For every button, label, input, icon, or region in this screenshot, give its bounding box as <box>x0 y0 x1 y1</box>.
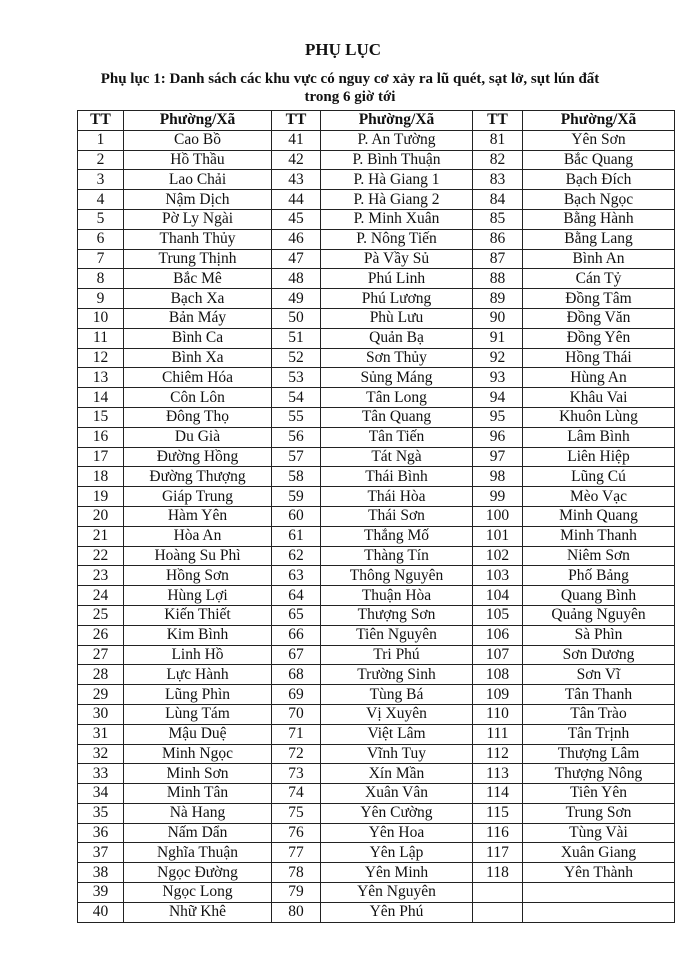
tt-cell: 8 <box>78 269 124 289</box>
tt-cell: 96 <box>473 427 523 447</box>
ward-cell: Thàng Tín <box>321 546 473 566</box>
tt-cell: 44 <box>272 190 321 210</box>
tt-cell: 36 <box>78 823 124 843</box>
table-row <box>78 566 675 586</box>
tt-cell: 50 <box>272 308 321 328</box>
page-title: PHỤ LỤC <box>304 40 382 59</box>
ward-cell: Tùng Bá <box>321 685 473 705</box>
ward-cell: Tân Trịnh <box>523 724 675 744</box>
tt-cell: 101 <box>473 526 523 546</box>
tt-cell: 7 <box>78 249 124 269</box>
ward-cell: Xuân Vân <box>321 784 473 804</box>
table-row <box>78 665 675 685</box>
tt-cell: 86 <box>473 229 523 249</box>
tt-cell: 21 <box>78 526 124 546</box>
tt-cell: 94 <box>473 388 523 408</box>
tt-cell: 97 <box>473 447 523 467</box>
tt-cell: 2 <box>78 150 124 170</box>
tt-cell: 116 <box>473 823 523 843</box>
tt-cell: 9 <box>78 289 124 309</box>
tt-cell: 45 <box>272 209 321 229</box>
ward-cell: Xín Mần <box>321 764 473 784</box>
tt-cell: 55 <box>272 407 321 427</box>
tt-cell: 57 <box>272 447 321 467</box>
ward-cell: Tiên Yên <box>523 784 675 804</box>
tt-cell: 33 <box>78 764 124 784</box>
ward-cell: Trung Thịnh <box>124 249 272 269</box>
tt-cell: 83 <box>473 170 523 190</box>
ward-cell: Quản Bạ <box>321 328 473 348</box>
ward-cell: Lũng Phìn <box>124 685 272 705</box>
table-row <box>78 308 675 328</box>
ward-cell: P. Hà Giang 1 <box>321 170 473 190</box>
table-row <box>78 823 675 843</box>
ward-cell: Lực Hành <box>124 665 272 685</box>
tt-cell: 40 <box>78 902 124 922</box>
tt-cell: 78 <box>272 863 321 883</box>
ward-cell: Tùng Vài <box>523 823 675 843</box>
ward-cell: Đường Thượng <box>124 467 272 487</box>
ward-cell: Thắng Mố <box>321 526 473 546</box>
tt-cell: 89 <box>473 289 523 309</box>
tt-cell: 76 <box>272 823 321 843</box>
tt-cell: 67 <box>272 645 321 665</box>
ward-cell: Phù Lưu <box>321 308 473 328</box>
tt-cell: 41 <box>272 130 321 150</box>
ward-cell: Bắc Mê <box>124 269 272 289</box>
tt-cell: 117 <box>473 843 523 863</box>
tt-cell: 77 <box>272 843 321 863</box>
tt-cell: 24 <box>78 586 124 606</box>
tt-cell: 84 <box>473 190 523 210</box>
tt-cell: 105 <box>473 605 523 625</box>
table-row <box>78 863 675 883</box>
tt-cell: 109 <box>473 685 523 705</box>
tt-cell: 61 <box>272 526 321 546</box>
ward-cell: Yên Sơn <box>523 130 675 150</box>
tt-cell: 64 <box>272 586 321 606</box>
tt-cell: 71 <box>272 724 321 744</box>
ward-cell: Hùng Lợi <box>124 586 272 606</box>
tt-cell: 73 <box>272 764 321 784</box>
tt-cell: 91 <box>473 328 523 348</box>
table-row <box>78 249 675 269</box>
table-row <box>78 289 675 309</box>
ward-cell: Bản Máy <box>124 308 272 328</box>
ward-cell: Bạch Xa <box>124 289 272 309</box>
ward-cell: Quang Bình <box>523 586 675 606</box>
ward-cell: Hoàng Su Phì <box>124 546 272 566</box>
tt-cell: 46 <box>272 229 321 249</box>
tt-cell: 60 <box>272 506 321 526</box>
tt-cell: 6 <box>78 229 124 249</box>
ward-cell: Yên Nguyên <box>321 883 473 903</box>
ward-cell: Nậm Dịch <box>124 190 272 210</box>
tt-cell: 102 <box>473 546 523 566</box>
tt-cell: 90 <box>473 308 523 328</box>
table-row <box>78 902 675 922</box>
tt-cell: 14 <box>78 388 124 408</box>
ward-cell: Du Già <box>124 427 272 447</box>
tt-cell: 3 <box>78 170 124 190</box>
tt-cell: 19 <box>78 487 124 507</box>
table-row <box>78 368 675 388</box>
ward-cell: Yên Cường <box>321 803 473 823</box>
tt-cell: 103 <box>473 566 523 586</box>
tt-cell: 59 <box>272 487 321 507</box>
ward-cell: Thái Hòa <box>321 487 473 507</box>
tt-cell: 23 <box>78 566 124 586</box>
ward-cell: Kiến Thiết <box>124 605 272 625</box>
tt-cell: 93 <box>473 368 523 388</box>
ward-cell: Bằng Lang <box>523 229 675 249</box>
table-row <box>78 388 675 408</box>
table-row <box>78 427 675 447</box>
ward-cell: Mèo Vạc <box>523 487 675 507</box>
tt-cell: 4 <box>78 190 124 210</box>
tt-cell: 20 <box>78 506 124 526</box>
tt-cell: 118 <box>473 863 523 883</box>
ward-cell: P. Hà Giang 2 <box>321 190 473 210</box>
ward-cell: Trung Sơn <box>523 803 675 823</box>
tt-cell: 39 <box>78 883 124 903</box>
tt-cell: 11 <box>78 328 124 348</box>
table-row <box>78 130 675 150</box>
tt-cell: 63 <box>272 566 321 586</box>
table-row <box>78 625 675 645</box>
ward-cell: Yên Thành <box>523 863 675 883</box>
ward-cell: Tân Trào <box>523 704 675 724</box>
table-row <box>78 487 675 507</box>
table-row <box>78 605 675 625</box>
tt-cell: 69 <box>272 685 321 705</box>
ward-cell <box>523 883 675 903</box>
tt-cell: 18 <box>78 467 124 487</box>
ward-cell: Chiêm Hóa <box>124 368 272 388</box>
ward-cell: Lâm Bình <box>523 427 675 447</box>
tt-cell: 95 <box>473 407 523 427</box>
tt-cell: 32 <box>78 744 124 764</box>
header-tt: TT <box>272 111 321 131</box>
ward-cell: Tát Ngà <box>321 447 473 467</box>
ward-cell: Thanh Thủy <box>124 229 272 249</box>
table-row <box>78 704 675 724</box>
tt-cell: 80 <box>272 902 321 922</box>
ward-cell: Tri Phú <box>321 645 473 665</box>
tt-cell: 17 <box>78 447 124 467</box>
ward-cell: Đồng Tâm <box>523 289 675 309</box>
table-row <box>78 645 675 665</box>
ward-cell: Côn Lôn <box>124 388 272 408</box>
table-row <box>78 744 675 764</box>
ward-cell: Hồng Thái <box>523 348 675 368</box>
tt-cell: 25 <box>78 605 124 625</box>
ward-cell: Đường Hồng <box>124 447 272 467</box>
ward-cell: Tiên Nguyên <box>321 625 473 645</box>
table-row <box>78 586 675 606</box>
table-row <box>78 467 675 487</box>
tt-cell: 79 <box>272 883 321 903</box>
tt-cell: 104 <box>473 586 523 606</box>
tt-cell: 31 <box>78 724 124 744</box>
tt-cell: 62 <box>272 546 321 566</box>
tt-cell: 27 <box>78 645 124 665</box>
ward-cell: Nà Hang <box>124 803 272 823</box>
ward-cell: Lũng Cú <box>523 467 675 487</box>
tt-cell: 26 <box>78 625 124 645</box>
ward-cell: Bình Xa <box>124 348 272 368</box>
header-tt: TT <box>78 111 124 131</box>
tt-cell: 72 <box>272 744 321 764</box>
tt-cell: 106 <box>473 625 523 645</box>
table-row <box>78 883 675 903</box>
tt-cell: 115 <box>473 803 523 823</box>
ward-cell: Khâu Vai <box>523 388 675 408</box>
ward-cell: Minh Tân <box>124 784 272 804</box>
ward-cell: Yên Minh <box>321 863 473 883</box>
ward-cell: Minh Thanh <box>523 526 675 546</box>
tt-cell: 16 <box>78 427 124 447</box>
ward-cell: Ngọc Long <box>124 883 272 903</box>
tt-cell <box>473 883 523 903</box>
table-row <box>78 229 675 249</box>
tt-cell: 15 <box>78 407 124 427</box>
table-row <box>78 328 675 348</box>
ward-cell: Thượng Nông <box>523 764 675 784</box>
ward-cell: Nhữ Khê <box>124 902 272 922</box>
tt-cell: 42 <box>272 150 321 170</box>
ward-cell: Liên Hiệp <box>523 447 675 467</box>
tt-cell: 99 <box>473 487 523 507</box>
ward-cell: P. Nông Tiến <box>321 229 473 249</box>
ward-cell: Hàm Yên <box>124 506 272 526</box>
tt-cell: 38 <box>78 863 124 883</box>
ward-cell: Sơn Thủy <box>321 348 473 368</box>
tt-cell: 58 <box>272 467 321 487</box>
header-ward: Phường/Xã <box>321 111 473 131</box>
tt-cell: 68 <box>272 665 321 685</box>
tt-cell: 56 <box>272 427 321 447</box>
ward-cell: Ngọc Đường <box>124 863 272 883</box>
ward-cell: Bình An <box>523 249 675 269</box>
table-body <box>78 130 675 922</box>
table-row <box>78 724 675 744</box>
ward-cell: Giáp Trung <box>124 487 272 507</box>
tt-cell: 88 <box>473 269 523 289</box>
tt-cell: 108 <box>473 665 523 685</box>
table-row <box>78 190 675 210</box>
tt-cell: 82 <box>473 150 523 170</box>
ward-cell: Thái Sơn <box>321 506 473 526</box>
tt-cell: 81 <box>473 130 523 150</box>
tt-cell: 28 <box>78 665 124 685</box>
ward-cell: Niêm Sơn <box>523 546 675 566</box>
ward-cell: Yên Lập <box>321 843 473 863</box>
ward-cell: Lùng Tám <box>124 704 272 724</box>
tt-cell: 37 <box>78 843 124 863</box>
ward-cell: Thái Bình <box>321 467 473 487</box>
ward-cell: Bắc Quang <box>523 150 675 170</box>
tt-cell: 75 <box>272 803 321 823</box>
ward-cell: Trường Sinh <box>321 665 473 685</box>
ward-cell: Quảng Nguyên <box>523 605 675 625</box>
ward-cell: Thuận Hòa <box>321 586 473 606</box>
table-row <box>78 764 675 784</box>
ward-cell: Đồng Văn <box>523 308 675 328</box>
ward-cell: Tân Thanh <box>523 685 675 705</box>
ward-cell: Yên Phú <box>321 902 473 922</box>
ward-cell: Vĩnh Tuy <box>321 744 473 764</box>
ward-cell: Thượng Sơn <box>321 605 473 625</box>
table-row <box>78 685 675 705</box>
table-row <box>78 546 675 566</box>
ward-cell: Minh Sơn <box>124 764 272 784</box>
header-ward: Phường/Xã <box>523 111 675 131</box>
ward-cell: Tân Long <box>321 388 473 408</box>
ward-cell: Sơn Dương <box>523 645 675 665</box>
ward-cell: Thông Nguyên <box>321 566 473 586</box>
ward-cell: Phố Bảng <box>523 566 675 586</box>
appendix-subtitle: Phụ lục 1: Danh sách các khu vực có nguy cơ xảy ra lũ quét, sạt lở, sụt lún đất trong 6 giờ tới <box>100 71 600 105</box>
tt-cell: 92 <box>473 348 523 368</box>
tt-cell <box>473 902 523 922</box>
ward-cell: Kim Bình <box>124 625 272 645</box>
ward-cell: Cán Tỷ <box>523 269 675 289</box>
ward-cell: Sủng Máng <box>321 368 473 388</box>
table-row <box>78 269 675 289</box>
ward-cell: Minh Quang <box>523 506 675 526</box>
ward-cell: Nấm Dẩn <box>124 823 272 843</box>
tt-cell: 13 <box>78 368 124 388</box>
ward-cell: Linh Hồ <box>124 645 272 665</box>
tt-cell: 107 <box>473 645 523 665</box>
table-row <box>78 150 675 170</box>
ward-cell: Lao Chải <box>124 170 272 190</box>
table-row <box>78 843 675 863</box>
ward-cell: P. An Tường <box>321 130 473 150</box>
table-row <box>78 506 675 526</box>
ward-cell: Sơn Vĩ <box>523 665 675 685</box>
table-row <box>78 784 675 804</box>
tt-cell: 30 <box>78 704 124 724</box>
tt-cell: 12 <box>78 348 124 368</box>
tt-cell: 49 <box>272 289 321 309</box>
tt-cell: 34 <box>78 784 124 804</box>
tt-cell: 111 <box>473 724 523 744</box>
tt-cell: 87 <box>473 249 523 269</box>
ward-cell: Pờ Ly Ngài <box>124 209 272 229</box>
ward-cell: Yên Hoa <box>321 823 473 843</box>
ward-cell: Khuôn Lùng <box>523 407 675 427</box>
table-row <box>78 170 675 190</box>
ward-cell: Tân Quang <box>321 407 473 427</box>
tt-cell: 98 <box>473 467 523 487</box>
header-ward: Phường/Xã <box>124 111 272 131</box>
ward-cell: Bình Ca <box>124 328 272 348</box>
tt-cell: 112 <box>473 744 523 764</box>
ward-commune-table <box>77 110 675 923</box>
tt-cell: 110 <box>473 704 523 724</box>
tt-cell: 47 <box>272 249 321 269</box>
tt-cell: 43 <box>272 170 321 190</box>
tt-cell: 22 <box>78 546 124 566</box>
tt-cell: 35 <box>78 803 124 823</box>
ward-cell: Đồng Yên <box>523 328 675 348</box>
ward-cell: Bằng Hành <box>523 209 675 229</box>
ward-cell: Bạch Đích <box>523 170 675 190</box>
ward-cell: Hùng An <box>523 368 675 388</box>
tt-cell: 65 <box>272 605 321 625</box>
tt-cell: 53 <box>272 368 321 388</box>
ward-cell: Việt Lâm <box>321 724 473 744</box>
table-row <box>78 803 675 823</box>
tt-cell: 10 <box>78 308 124 328</box>
ward-cell: Cao Bồ <box>124 130 272 150</box>
ward-cell: Đông Thọ <box>124 407 272 427</box>
tt-cell: 100 <box>473 506 523 526</box>
tt-cell: 29 <box>78 685 124 705</box>
ward-cell: Thượng Lâm <box>523 744 675 764</box>
table-row <box>78 526 675 546</box>
tt-cell: 54 <box>272 388 321 408</box>
tt-cell: 70 <box>272 704 321 724</box>
table-row <box>78 348 675 368</box>
ward-cell: Hòa An <box>124 526 272 546</box>
tt-cell: 1 <box>78 130 124 150</box>
ward-cell: Hồ Thầu <box>124 150 272 170</box>
ward-cell: Bạch Ngọc <box>523 190 675 210</box>
table-row <box>78 407 675 427</box>
ward-cell: Vị Xuyên <box>321 704 473 724</box>
tt-cell: 5 <box>78 209 124 229</box>
ward-cell: Sà Phìn <box>523 625 675 645</box>
tt-cell: 51 <box>272 328 321 348</box>
ward-cell: Tân Tiến <box>321 427 473 447</box>
ward-cell: Phú Lương <box>321 289 473 309</box>
ward-cell: Minh Ngọc <box>124 744 272 764</box>
tt-cell: 113 <box>473 764 523 784</box>
ward-cell: Mậu Duệ <box>124 724 272 744</box>
tt-cell: 52 <box>272 348 321 368</box>
tt-cell: 114 <box>473 784 523 804</box>
ward-cell: Nghĩa Thuận <box>124 843 272 863</box>
tt-cell: 74 <box>272 784 321 804</box>
header-tt: TT <box>473 111 523 131</box>
ward-cell <box>523 902 675 922</box>
tt-cell: 48 <box>272 269 321 289</box>
ward-cell: P. Minh Xuân <box>321 209 473 229</box>
ward-cell: Phú Linh <box>321 269 473 289</box>
ward-cell: P. Bình Thuận <box>321 150 473 170</box>
ward-cell: Xuân Giang <box>523 843 675 863</box>
table-header-row <box>78 111 675 131</box>
ward-cell: Hồng Sơn <box>124 566 272 586</box>
tt-cell: 66 <box>272 625 321 645</box>
ward-cell: Pà Vầy Sủ <box>321 249 473 269</box>
table-row <box>78 209 675 229</box>
tt-cell: 85 <box>473 209 523 229</box>
table-row <box>78 447 675 467</box>
